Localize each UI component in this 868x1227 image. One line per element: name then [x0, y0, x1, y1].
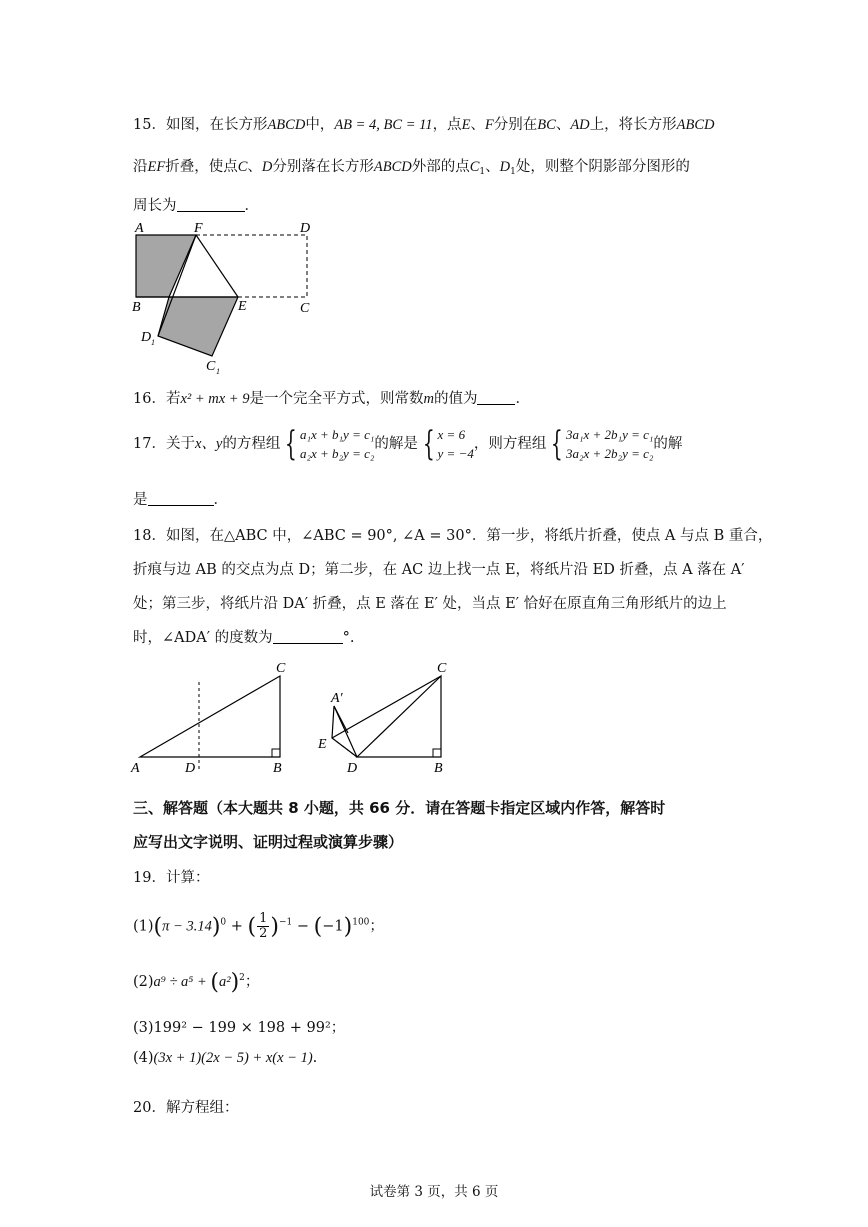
segment-label: BC — [537, 117, 556, 133]
q17-text: 的方程组 — [222, 436, 281, 452]
label-d: D — [300, 221, 311, 236]
page-footer: 试卷第 3 页，共 6 页 — [369, 1184, 499, 1200]
expr: (3x + 1)(2x − 5) + x(x − 1) — [153, 1050, 313, 1066]
q18-line-4 — [133, 626, 354, 647]
label-d: D — [185, 761, 196, 776]
label-c: C — [300, 301, 310, 316]
part-label: (1) — [133, 918, 154, 935]
q20-title: 20．解方程组： — [133, 1100, 239, 1116]
q15-text: 、 — [555, 117, 571, 133]
label-e: E — [318, 737, 327, 752]
q19-title: 19．计算： — [133, 870, 210, 886]
q15-text: ． — [244, 198, 259, 214]
label-b: B — [132, 300, 141, 315]
q15-text: 上，将长方形 — [589, 117, 677, 133]
label-d1-sub: 1 — [151, 338, 155, 347]
rect-name: ABCD — [676, 117, 715, 133]
section-header-line-2: 应写出文字说明、证明过程或演算步骤） — [133, 833, 404, 851]
segment-label: EF — [147, 159, 166, 175]
label-d1: D — [141, 330, 152, 345]
q17-text: 的解 — [653, 436, 683, 452]
label-f: F — [194, 221, 203, 236]
q15-figure — [128, 218, 328, 378]
dashed-original-rect — [196, 235, 307, 297]
q15-text: 折叠，使点 — [165, 159, 238, 175]
q16-line — [133, 387, 530, 408]
rect-name: ABCD — [267, 117, 306, 133]
q17-text: 的解是 — [374, 436, 418, 452]
point-label: D — [499, 159, 511, 175]
punct: ； — [369, 918, 384, 935]
q15-text: 、 — [485, 159, 500, 175]
label-c: C — [437, 661, 447, 676]
q16-text: 的值为 — [433, 391, 478, 407]
exponent: −1 — [279, 917, 293, 928]
q17-vars: x、y — [194, 436, 223, 452]
q15-text: 分别落在长方形 — [272, 159, 374, 175]
q15-text: 、 — [247, 159, 262, 175]
exponent: 100 — [352, 917, 370, 928]
punct: ； — [244, 974, 260, 990]
system-1: { a₁x + b₁y = c₁ a₂x + b₂y = c₂ — [285, 424, 375, 464]
equation: y = −4 — [437, 446, 474, 461]
q15-line-3 — [133, 194, 259, 215]
denominator: 2 — [259, 926, 268, 941]
equation: x = 6 — [437, 427, 466, 442]
q19-part-2: $(2)a^9 \div a^5 + (a^2)^2$； — [133, 970, 260, 995]
label-c: C — [276, 661, 286, 676]
q16-text: ． — [515, 391, 530, 407]
q17-text: 17．关于 — [133, 436, 195, 452]
answer-blank[interactable] — [177, 197, 245, 212]
q18-text: °. — [342, 630, 355, 646]
q18-text: 时，∠ADA′ 的度数为 — [133, 630, 273, 646]
section-header-line-1: 三、解答题（本大题共 8 小题，共 66 分．请在答题卡指定区域内作答，解答时 — [133, 799, 666, 817]
rect-name: ABCD — [373, 159, 412, 175]
q16-text: 是一个完全平方式，则常数 — [249, 391, 424, 407]
q18-line-3: 处；第三步，将纸片沿 DA′ 折叠，点 E 落在 E′ 处，当点 E′ 恰好在原直角三角形纸片的边上 — [133, 596, 727, 612]
punct: . — [312, 1050, 318, 1066]
part-label: (4) — [133, 1050, 154, 1066]
part-label: (3) — [133, 1020, 154, 1036]
fraction-half — [257, 912, 269, 941]
q17-line-1 — [133, 425, 682, 463]
q15-text: 周长为 — [133, 198, 177, 214]
label-c1-sub: 1 — [216, 367, 220, 376]
expr: 199² − 199 × 198 + 99² — [153, 1020, 331, 1036]
equation: a₂x + b₂y = c₂ — [299, 446, 375, 461]
operator: + — [226, 918, 248, 935]
q18-line-1: 18．如图，在△ABC 中，∠ABC = 90°, ∠A = 30°．第一步，将纸片折叠，使点 A 与点 B 重合， — [133, 528, 773, 544]
part-label: (2) — [133, 974, 154, 990]
label-a: A — [135, 221, 144, 236]
equation: 3a₂x + 2b₂y = c₂ — [566, 446, 654, 461]
q16-expression: x² + mx + 9 — [180, 391, 250, 407]
variable-m: m — [423, 391, 434, 407]
q19-part-4 — [133, 1050, 317, 1067]
label-e: E — [238, 299, 247, 314]
expr: π − 3.14 — [162, 918, 212, 935]
q18-line-2: 折痕与边 AB 的交点为点 D；第二步，在 AC 边上找一点 E，将纸片沿 ED 折叠，点 A 落在 A′ — [133, 562, 745, 578]
numerator: 1 — [259, 911, 268, 926]
label-d: D — [347, 761, 358, 776]
equation: a₁x + b₁y = c₁ — [299, 427, 375, 442]
point-label: C — [469, 159, 480, 175]
expr: a² — [218, 974, 231, 990]
right-angle-mark — [272, 749, 280, 757]
q17-text: ． — [213, 492, 228, 508]
right-angle-mark — [433, 749, 441, 757]
label-a: A — [131, 761, 140, 776]
q17-text: ，则方程组 — [473, 436, 547, 452]
system-2: { 3a₁x + 2b₁y = c₁ 3a₂x + 2b₂y = c₂ — [551, 424, 654, 464]
point-label: C — [237, 159, 248, 175]
exponent: 2 — [239, 973, 245, 983]
q18-figure-1 — [128, 660, 298, 780]
triangle-abc — [140, 676, 280, 757]
operator: − — [292, 918, 314, 935]
fold-line-ef — [196, 235, 238, 297]
shaded-region-top — [136, 235, 196, 297]
label-a-prime: A′ — [331, 691, 343, 706]
label-b: B — [273, 761, 282, 776]
label-b: B — [434, 761, 443, 776]
q15-text: ，点 — [432, 117, 462, 133]
point-label: D — [261, 159, 273, 175]
q15-text: 分别在 — [493, 117, 538, 133]
answer-blank[interactable] — [477, 390, 515, 405]
point-label: E — [461, 117, 471, 133]
equation: 3a₁x + 2b₁y = c₁ — [566, 427, 654, 442]
shaded-region-bottom — [158, 297, 238, 356]
q15-text: 15．如图，在长方形 — [133, 117, 268, 133]
q19-part-3 — [133, 1016, 345, 1037]
exponent: 0 — [220, 917, 227, 928]
q15-text: 、 — [470, 117, 485, 133]
point-label: F — [484, 117, 494, 133]
answer-blank[interactable] — [273, 629, 343, 644]
punct: ； — [330, 1020, 346, 1036]
q15-line-1 — [133, 113, 715, 134]
q15-text: 沿 — [133, 159, 148, 175]
segment-ea-prime — [334, 706, 348, 733]
q15-text: 处，则整个阴影部分图形的 — [515, 159, 690, 175]
expr: −1 — [322, 918, 344, 935]
solution-system: { x = 6 y = −4 — [422, 424, 474, 464]
q15-text: 中， — [305, 117, 335, 133]
q15-line-2: 沿EF折叠，使点C、D分别落在长方形ABCD外部的点$C_1$、$D_1$处，则整个阴影部分图形的 — [133, 159, 690, 177]
segment-label: AD — [570, 117, 590, 133]
expr: a⁹ ÷ a⁵ + — [153, 974, 211, 990]
q19-part-1: $(1)(\pi - 3.14)^0$ + ( $\frac{1}{2}$ )$^{-1} - (-1)^{100}$； — [133, 911, 384, 941]
q17-text: 是 — [133, 492, 148, 508]
answer-blank[interactable] — [148, 491, 214, 506]
q15-condition: AB = 4, BC = 11 — [334, 117, 433, 133]
q17-line-2 — [133, 488, 228, 509]
q16-text: 16．若 — [133, 391, 181, 407]
q18-figure-2 — [312, 660, 472, 780]
q15-text: 外部的点 — [411, 159, 470, 175]
label-c1: C — [206, 359, 216, 374]
